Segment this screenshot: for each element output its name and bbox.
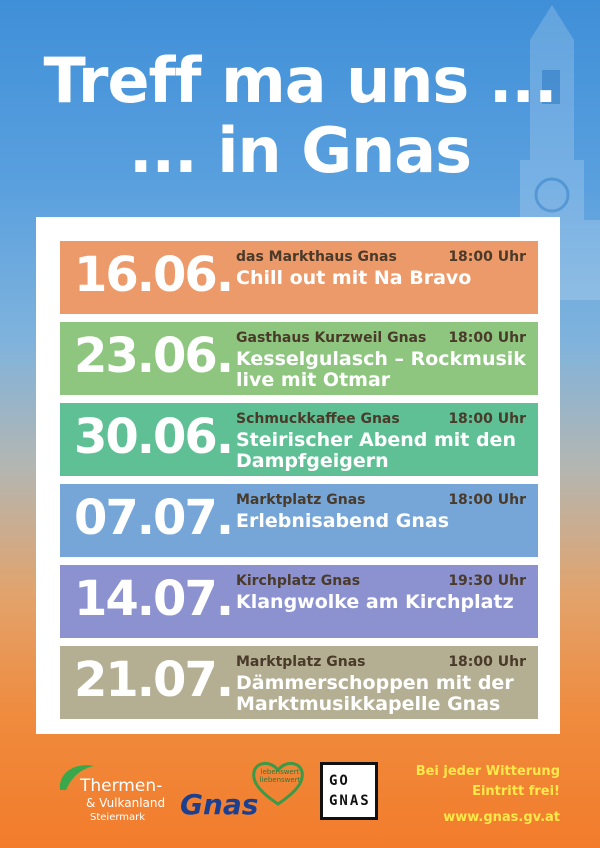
event-place: das Markthaus Gnas [236, 249, 397, 265]
event-row [60, 403, 538, 476]
go-gnas-logo [320, 762, 378, 820]
poster-title-line-1: Treff ma uns ... [43, 44, 557, 117]
event-row [60, 241, 538, 314]
event-row [60, 565, 538, 638]
event-place: Gasthaus Kurzweil Gnas [236, 330, 427, 346]
event-date: 14.07. [74, 571, 233, 627]
thermen-vulkanland-logo [56, 762, 166, 832]
thermen-line-2: & Vulkanland [86, 796, 166, 810]
entry-note: Eintritt frei! [472, 784, 560, 799]
event-place: Marktplatz Gnas [236, 492, 366, 508]
event-name: Kesselgulasch – Rockmusik live mit Otmar [236, 348, 526, 391]
event-place: Marktplatz Gnas [236, 654, 366, 670]
event-date: 07.07. [74, 490, 233, 546]
event-date: 23.06. [74, 328, 233, 384]
event-time: 19:30 Uhr [448, 573, 526, 589]
event-date: 21.07. [74, 652, 233, 708]
event-name: Erlebnisabend Gnas [236, 510, 449, 532]
event-time: 18:00 Uhr [448, 330, 526, 346]
heart-logo-text: lebenswert liebenswert [259, 768, 301, 784]
event-place: Schmuckkaffee Gnas [236, 411, 400, 427]
event-time: 18:00 Uhr [448, 492, 526, 508]
event-name: Chill out mit Na Bravo [236, 267, 472, 289]
event-time: 18:00 Uhr [448, 654, 526, 670]
go-logo-line-1: GO [329, 773, 350, 789]
event-name: Steirischer Abend mit den Dampfgeigern [236, 429, 516, 472]
event-time: 18:00 Uhr [448, 411, 526, 427]
event-row [60, 322, 538, 395]
sponsor-footer [0, 752, 600, 848]
website-link[interactable]: www.gnas.gv.at [443, 810, 560, 825]
weather-note: Bei jeder Witterung [415, 764, 560, 779]
thermen-line-1: Thermen- [80, 776, 163, 796]
go-logo-line-2: GNAS [329, 793, 371, 809]
event-schedule-card [36, 217, 560, 734]
event-name: Klangwolke am Kirchplatz [236, 591, 514, 613]
poster-title-line-2: ... in Gnas [129, 114, 471, 187]
event-row [60, 646, 538, 719]
event-date: 16.06. [74, 247, 233, 303]
event-place: Kirchplatz Gnas [236, 573, 361, 589]
event-date: 30.06. [74, 409, 233, 465]
thermen-line-3: Steiermark [90, 812, 146, 823]
event-name: Dämmerschoppen mit der Marktmusikkapelle Gnas [236, 672, 514, 715]
gnas-logo: Gnas [180, 788, 259, 821]
event-time: 18:00 Uhr [448, 249, 526, 265]
event-row [60, 484, 538, 557]
